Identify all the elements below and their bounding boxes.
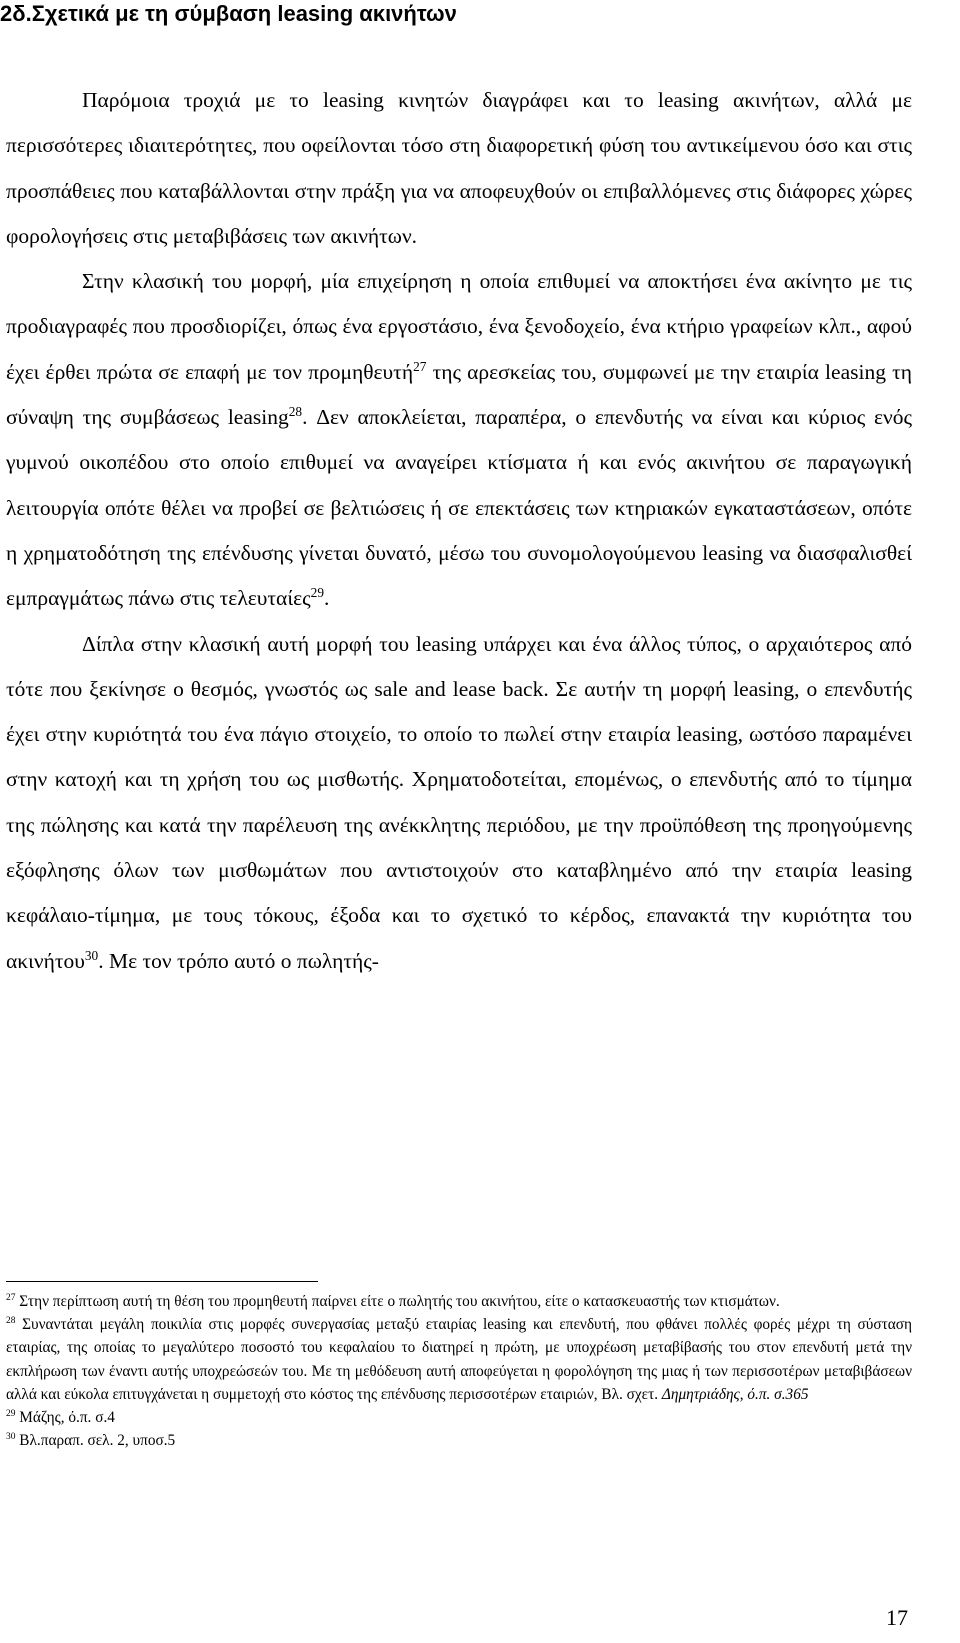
footnote-text: Στην περίπτωση αυτή τη θέση του προμηθευτή παίρνει είτε ο πωλητής του ακινήτου, είτε ο κατασκευαστής των κτισμάτων. — [15, 1293, 780, 1310]
paragraph-3-text-b: . Με τον τρόπο αυτό ο πωλητής- — [98, 948, 379, 973]
footnote-number: 28 — [6, 1316, 16, 1327]
footnote-ref-30[interactable]: 30 — [84, 947, 99, 963]
paragraph-2-text-b: της αρεσκείας του, συμφωνεί με την εταιρία leasing τη σύναψη της συμβάσεως leasing — [6, 359, 913, 430]
paragraph-2 — [6, 259, 912, 621]
footnote-citation: Δημητριάδης, ό.π. σ.365 — [661, 1385, 809, 1403]
footnote-ref-27[interactable]: 27 — [413, 358, 427, 374]
footnote-text: Βλ.παραπ. σελ. 2, υποσ.5 — [15, 1432, 176, 1450]
footnote-30 — [6, 1429, 912, 1452]
footnote-number: 27 — [6, 1292, 16, 1303]
footnote-28 — [6, 1313, 912, 1406]
paragraph-3-text-a: Δίπλα στην κλασική αυτή μορφή του leasing υπάρχει και ένα άλλος τύπος, ο αρχαιότερος από τότε που ξεκίνησε ο θεσμός, γνωστός ως sale and lease back. Σε αυτήν τη μορφή leasing, ο επενδυτής έχει στην κυριότητά του ένα πάγιο στοιχείο, το οποίο το πωλεί στην εταιρία leasing, ωστόσο παραμένει στην κατοχή και τη χρήση του ως μισθωτής. Χρηματοδοτείται, επομένως, ο επενδυτής από το τίμημα της πώλησης και κατά την παρέλευση της ανέκκλητης περιόδου, με την προϋπόθεση της προηγούμενης εξόφλησης όλων των μισθωμάτων που αντιστοιχούν στο καταβλημένο από την εταιρία leasing κεφάλαιο-τίμημα, με τους τόκους, έξοδα και το σχετικό το κέρδος, επανακτά την κυριότητα του ακινήτου — [6, 631, 912, 973]
footnote-text: Συναντάται μεγάλη ποικιλία στις μορφές συνεργασίας μεταξύ εταιρίας leasing και επενδυτή, που φθάνει πολλές φορές μέχρι τη σύσταση εταιρίας, της οποίας το μεγαλύτερο ποσοστό του κεφαλαίου το διατηρεί η πρώτη, με υποχρέωση μεταβίβασής του στον επενδυτή μετά την εκπλήρωση των έναντι αυτής υποχρεώσεών του. Με τη μεθόδευση αυτή αποφεύγεται η φορολόγηση της μιας ή των περισσοτέρων μεταβιβάσεων αλλά και εύκολα επιτυγχάνεται η συμμετοχή στο κόστος της επένδυσης περισσοτέρων εταιριών, Βλ. σχετ. — [6, 1316, 912, 1403]
paragraph-2-text-a: Στην κλασική του μορφή, μία επιχείρηση η οποία επιθυμεί να αποκτήσει ένα ακίνητο με τις προδιαγραφές που προσδιορίζει, όπως ένα εργοστάσιο, ένα ξενοδοχείο, ένα κτήριο γραφείων κλπ., αφού έχει έρθει πρώτα σε επαφή με τον προμηθευτή — [6, 269, 912, 384]
footnote-text: Μάζης, ό.π. σ.4 — [15, 1409, 115, 1427]
footnote-separator — [6, 1281, 318, 1282]
footnote-ref-28[interactable]: 28 — [288, 403, 303, 419]
paragraph-3 — [6, 622, 912, 984]
page-number: 17 — [886, 1605, 908, 1630]
section-heading: 2δ.Σχετικά με τη σύμβαση leasing ακινήτων — [0, 1, 457, 26]
footnote-number: 29 — [6, 1408, 16, 1419]
footnote-29 — [6, 1406, 912, 1429]
footnote-number: 30 — [6, 1432, 16, 1443]
footnote-ref-29[interactable]: 29 — [310, 585, 324, 601]
paragraph-1: Παρόμοια τροχιά με το leasing κινητών διαγράφει και το leasing ακινήτων, αλλά με περισσότερες ιδιαιτερότητες, που οφείλονται τόσο στη διαφορετική φύση του αντικείμενου όσο και στις προσπάθειες που καταβάλλονται στην πράξη για να αποφευχθούν οι επιβαλλόμενες στις διάφορες χώρες φορολογήσεις στις μεταβιβάσεις των ακινήτων. — [6, 88, 912, 248]
paragraph-2-text-d: . — [323, 586, 330, 611]
footnotes — [6, 1290, 912, 1452]
body-text — [6, 78, 912, 984]
paragraph-2-text-c: . Δεν αποκλείεται, παραπέρα, ο επενδυτής να είναι και κύριος ενός γυμνού οικοπέδου στο οποίο επιθυμεί να αναγείρει κτίσματα ή και ενός ακινήτου σε παραγωγική λειτουργία οπότε θέλει να προβεί σε βελτιώσεις ή σε επεκτάσεις των κτηριακών εγκαταστάσεων, οπότε η χρηματοδότηση της επένδυσης γίνεται δυνατό, μέσω του συνομολογούμενου leasing να διασφαλισθεί εμπραγμάτως πάνω στις τελευταίες — [6, 405, 913, 611]
footnote-27 — [6, 1290, 912, 1313]
